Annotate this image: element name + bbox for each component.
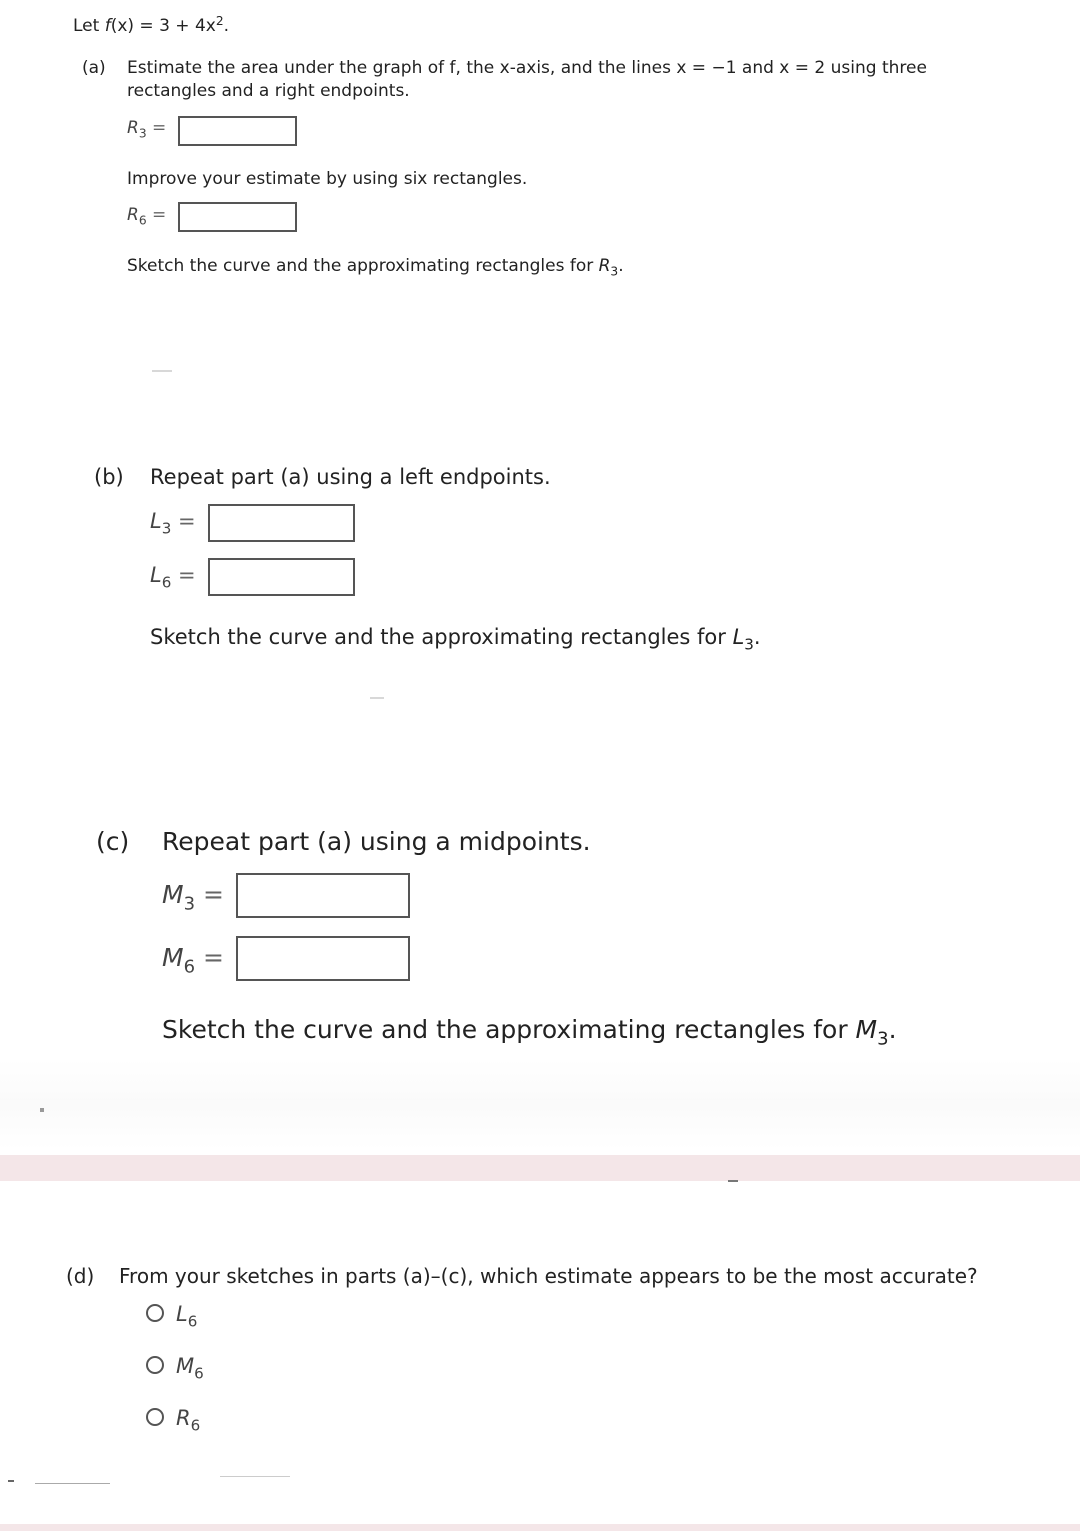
faint-line	[220, 1476, 290, 1477]
part-a-sketch-instruction: Sketch the curve and the approximating rectangles for $R_3$.	[127, 256, 624, 279]
part-a-label: (a)	[82, 58, 106, 78]
r6-answer-input[interactable]	[178, 202, 297, 232]
faint-line	[35, 1483, 110, 1484]
r3-label: $R_3$ =	[127, 118, 167, 141]
part-b-label: (b)	[94, 465, 124, 489]
l3-label: $L_3$ =	[150, 509, 196, 538]
m3-answer-input[interactable]	[236, 873, 410, 918]
part-d-label: (d)	[66, 1264, 95, 1288]
faint-mark	[8, 1480, 14, 1482]
option-r6-radio[interactable]	[146, 1408, 164, 1426]
option-r6-label[interactable]: $R_6$	[176, 1406, 201, 1435]
section-divider-band	[0, 1155, 1080, 1181]
problem-statement: Let $f(x) = 3 + 4x^2$.	[73, 14, 230, 37]
faint-smudge-area	[0, 1060, 1080, 1150]
part-d-question: From your sketches in parts (a)–(c), which estimate appears to be the most accurate?	[119, 1264, 978, 1288]
part-c-question: Repeat part (a) using a midpoints.	[162, 827, 591, 856]
option-m6-label[interactable]: $M_6$	[176, 1354, 204, 1383]
part-c-sketch-instruction: Sketch the curve and the approximating rectangles for $M_3$.	[162, 1015, 897, 1050]
l6-answer-input[interactable]	[208, 558, 355, 596]
part-a-question-line2: rectangles and a right endpoints.	[127, 81, 410, 101]
part-a-question-line1: Estimate the area under the graph of f, the x-axis, and the lines x = −1 and x = 2 using three	[127, 58, 927, 78]
option-l6-label[interactable]: $L_6$	[176, 1302, 198, 1331]
faint-mark	[152, 370, 172, 372]
part-c-label: (c)	[96, 827, 130, 856]
faint-dot	[40, 1108, 44, 1112]
faint-mark	[728, 1180, 738, 1182]
part-b-sketch-instruction: Sketch the curve and the approximating rectangles for $L_3$.	[150, 625, 761, 654]
part-b-question: Repeat part (a) using a left endpoints.	[150, 465, 551, 489]
faint-mark	[370, 697, 384, 699]
r3-answer-input[interactable]	[178, 116, 297, 146]
option-l6-radio[interactable]	[146, 1304, 164, 1322]
l6-label: $L_6$ =	[150, 563, 196, 592]
l3-answer-input[interactable]	[208, 504, 355, 542]
option-m6-radio[interactable]	[146, 1356, 164, 1374]
m6-label: $M_6$ =	[162, 943, 224, 978]
m3-label: $M_3$ =	[162, 880, 224, 915]
r6-label: $R_6$ =	[127, 205, 167, 228]
m6-answer-input[interactable]	[236, 936, 410, 981]
improve-estimate-text: Improve your estimate by using six rectangles.	[127, 169, 528, 189]
bottom-band	[0, 1524, 1080, 1531]
